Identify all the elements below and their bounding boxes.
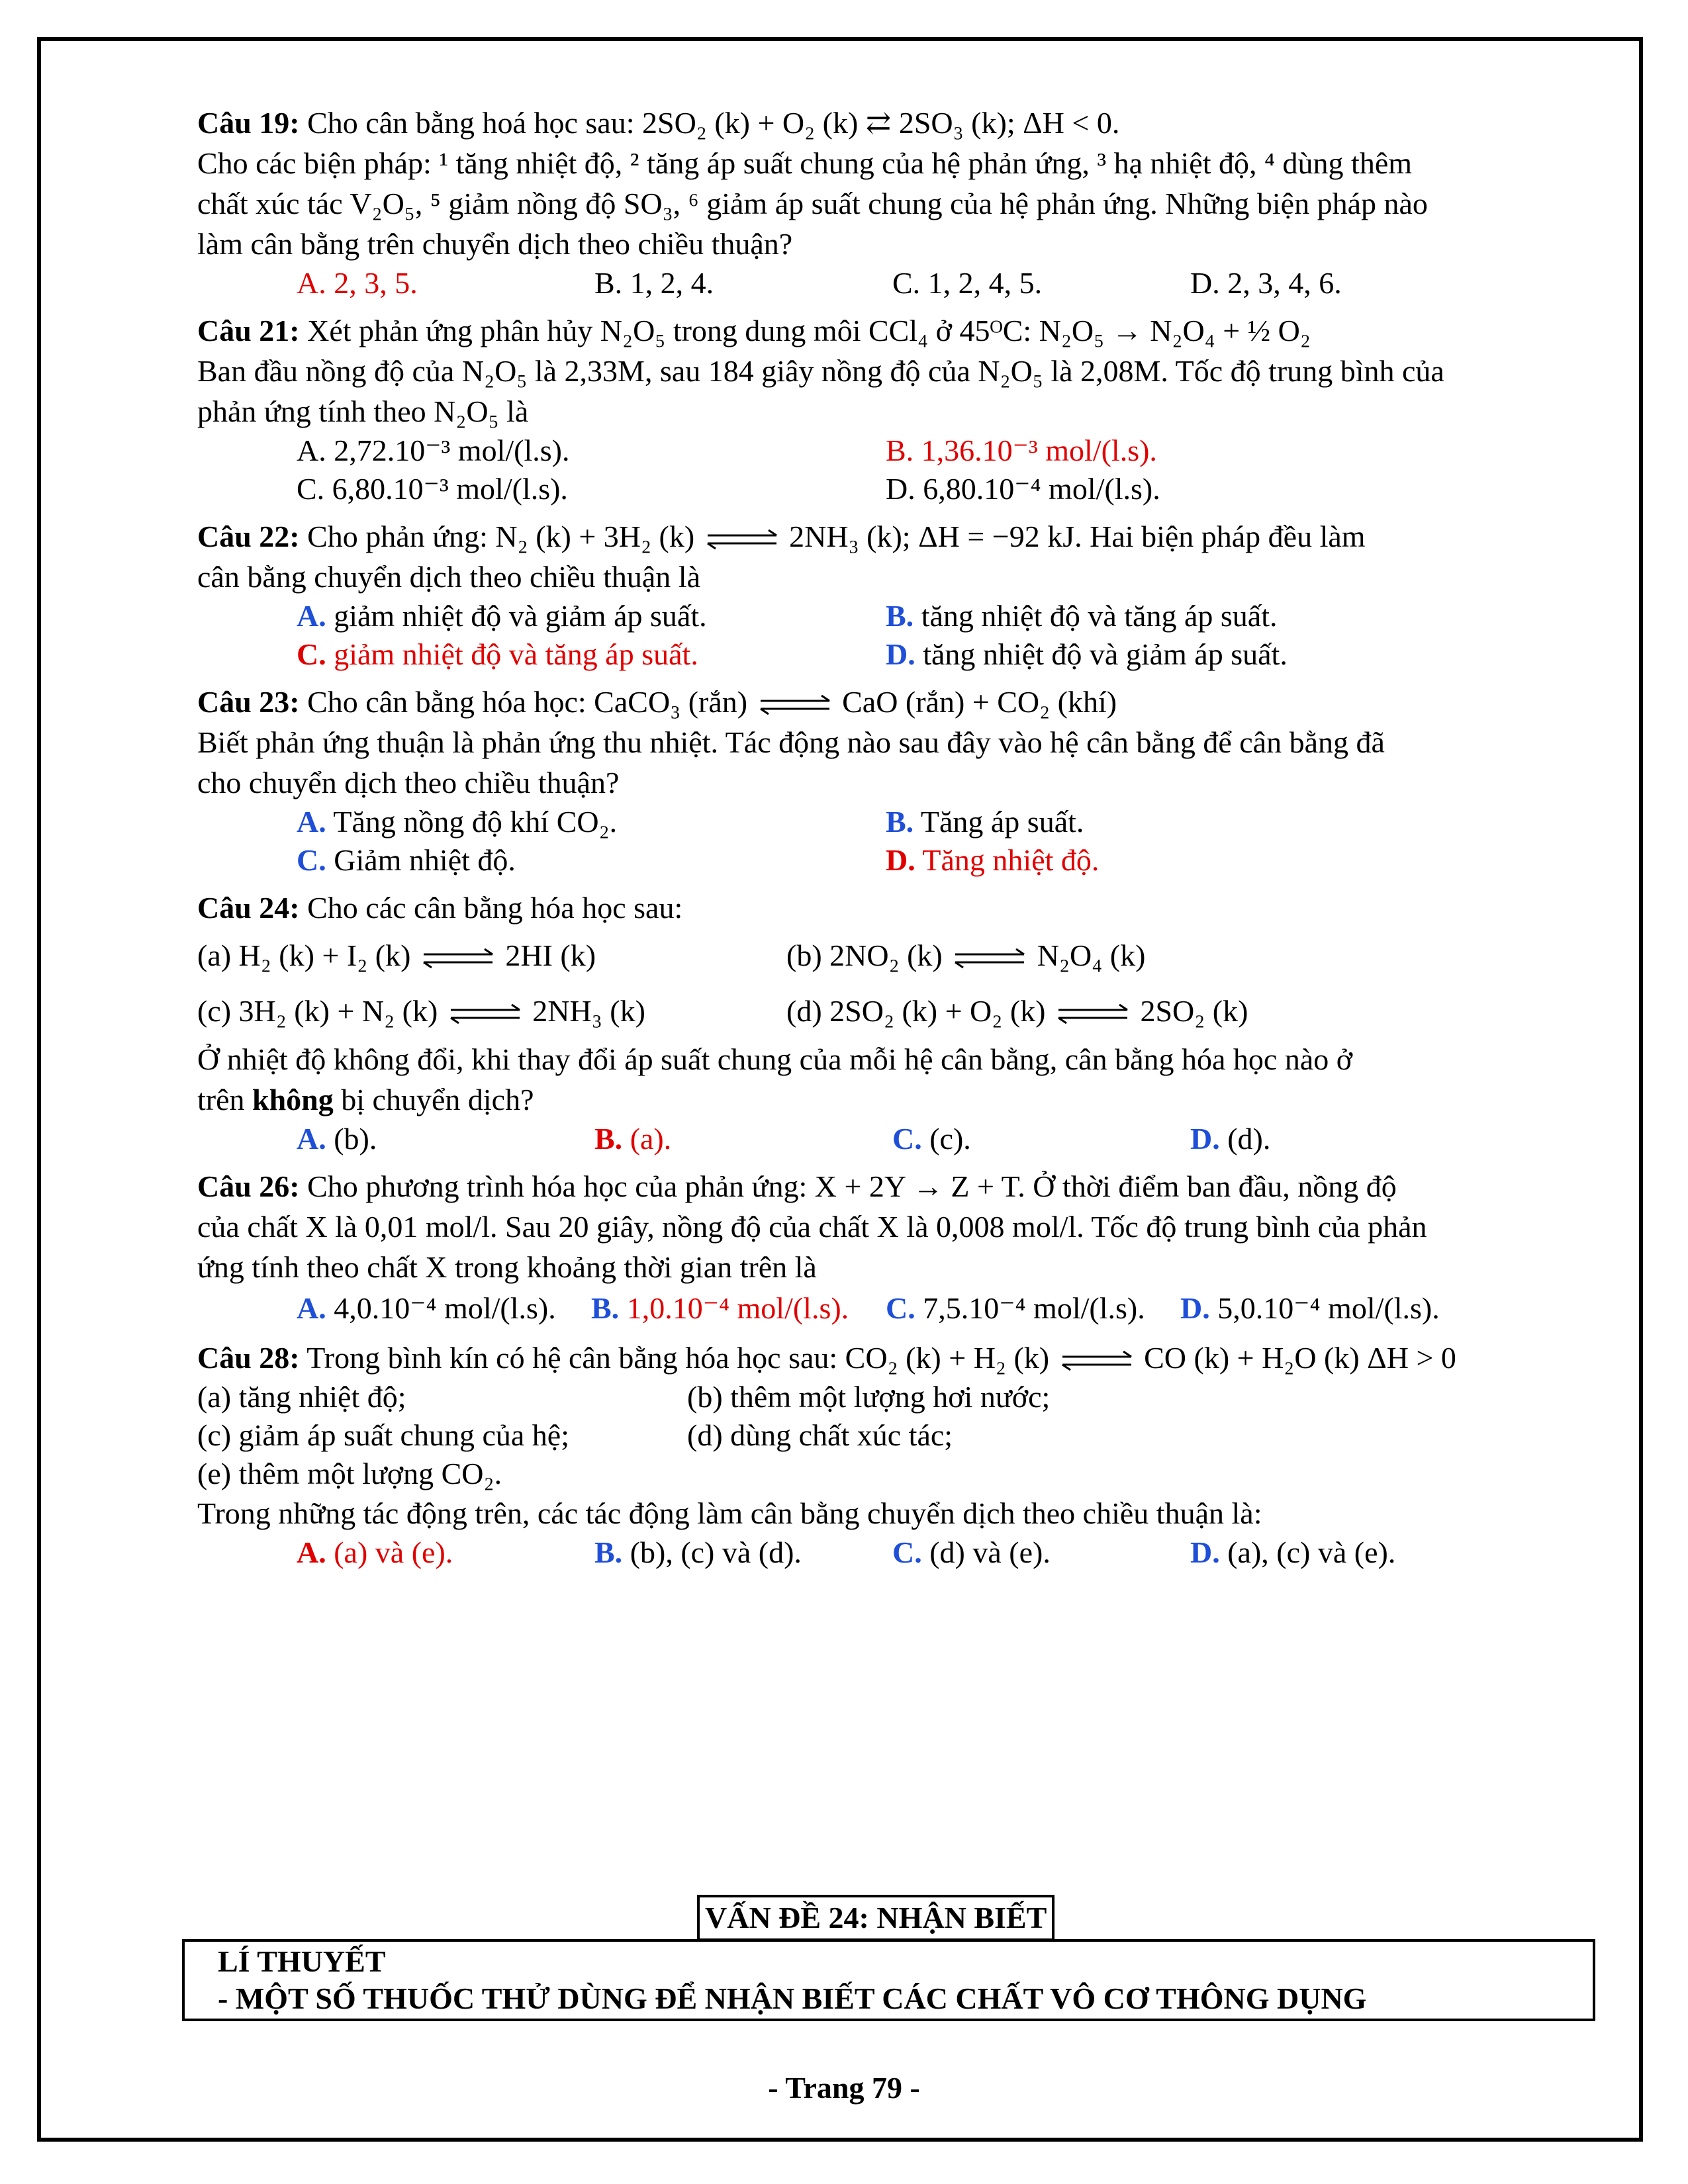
option-a: A. 2,72.10⁻³ mol/(l.s). xyxy=(297,433,570,467)
option-b-correct: (a). xyxy=(622,1122,672,1156)
question-text: chất xúc tác V₂O₅, ⁵ giảm nồng độ SO₃, ⁶ giảm áp suất chung của hệ phản ứng. Những biện pháp nào xyxy=(197,187,1428,220)
question-text: Cho phương trình hóa học của phản ứng: X + 2Y → Z + T. Ở thời điểm ban đầu, nồng độ xyxy=(299,1169,1397,1203)
question-text: CaO (rắn) + CO₂ (khí) xyxy=(842,685,1117,719)
question-text: Cho cân bằng hóa học: CaCO₃ (rắn) xyxy=(299,685,748,719)
option-a: (b). xyxy=(326,1122,377,1156)
question-text: làm cân bằng trên chuyển dịch theo chiều thuận? xyxy=(197,227,793,261)
emphasis-text: không xyxy=(252,1083,334,1116)
option-d: (d). xyxy=(1219,1122,1271,1156)
question-text: trên xyxy=(197,1083,253,1116)
list-item: (b) thêm một lượng hơi nước; xyxy=(687,1380,1051,1414)
option-a: 4,0.10⁻⁴ mol/(l.s). xyxy=(326,1291,556,1325)
question-23 xyxy=(197,682,1561,880)
equation-a-left: (a) H₂ (k) + I₂ (k) xyxy=(197,938,411,972)
question-text: Cho phản ứng: N₂ (k) + 3H₂ (k) xyxy=(299,520,695,553)
option-letter: A. xyxy=(297,1535,326,1569)
theory-subtitle: - MỘT SỐ THUỐC THỬ DÙNG ĐỂ NHẬN BIẾT CÁC CHẤT VÔ CƠ THÔNG DỤNG xyxy=(218,1981,1367,2015)
option-c: C. 1, 2, 4, 5. xyxy=(892,266,1043,300)
option-letter: A. xyxy=(297,1122,326,1156)
question-text: Trong những tác động trên, các tác động làm cân bằng chuyển dịch theo chiều thuận là: xyxy=(197,1496,1262,1530)
question-19 xyxy=(197,103,1561,302)
theory-title: LÍ THUYẾT xyxy=(218,1944,386,1978)
question-label: Câu 23: xyxy=(197,685,300,719)
question-text: Cho cân bằng hoá học sau: 2SO₂ (k) + O₂ (k) ⇄ 2SO₃ (k); ΔH < 0. xyxy=(299,106,1120,140)
equilibrium-arrow-icon xyxy=(418,947,498,970)
equilibrium-arrow-icon xyxy=(702,528,782,551)
question-text: Cho các cân bằng hóa học sau: xyxy=(299,891,683,925)
option-d-correct: Tăng nhiệt độ. xyxy=(915,843,1100,877)
equation-d-right: 2SO₂ (k) xyxy=(1140,994,1248,1028)
option-letter: B. xyxy=(594,1122,623,1156)
question-text: của chất X là 0,01 mol/l. Sau 20 giây, nồng độ của chất X là 0,008 mol/l. Tốc độ trung bình của phản xyxy=(197,1210,1427,1244)
question-text: Ở nhiệt độ không đổi, khi thay đổi áp suất chung của mỗi hệ cân bằng, cân bằng hóa học nào ở xyxy=(197,1042,1353,1076)
equilibrium-arrow-icon xyxy=(1053,1003,1133,1025)
question-label: Câu 26: xyxy=(197,1169,300,1203)
equation-c-left: (c) 3H₂ (k) + N₂ (k) xyxy=(197,994,438,1028)
question-label: Câu 19: xyxy=(197,106,300,140)
option-d: (a), (c) và (e). xyxy=(1219,1535,1396,1569)
question-text: Trong bình kín có hệ cân bằng hóa học sau: CO₂ (k) + H₂ (k) xyxy=(299,1341,1050,1375)
option-letter: D. xyxy=(886,843,915,877)
option-d: D. 6,80.10⁻⁴ mol/(l.s). xyxy=(886,472,1160,506)
question-text: 2NH₃ (k); ΔH = −92 kJ. Hai biện pháp đều làm xyxy=(789,520,1366,553)
question-text: ứng tính theo chất X trong khoảng thời gian trên là xyxy=(197,1250,817,1284)
question-28 xyxy=(197,1338,1561,1572)
option-letter: A. xyxy=(297,599,326,633)
question-label: Câu 22: xyxy=(197,520,300,553)
question-text: Xét phản ứng phân hủy N₂O₅ trong dung môi CCl₄ ở 45ᴼC: N₂O₅ → N₂O₄ + ½ O₂ xyxy=(299,314,1311,347)
option-letter: D. xyxy=(886,637,915,671)
theory-box xyxy=(182,1939,1595,2021)
question-text: Biết phản ứng thuận là phản ứng thu nhiệt. Tác động nào sau đây vào hệ cân bằng để cân bằng đã xyxy=(197,725,1385,759)
option-b: B. 1, 2, 4. xyxy=(594,266,714,300)
equation-a-right: 2HI (k) xyxy=(505,938,596,972)
question-text: Ban đầu nồng độ của N₂O₅ là 2,33M, sau 184 giây nồng độ của N₂O₅ là 2,08M. Tốc độ trung bình của xyxy=(197,354,1444,388)
list-item: (a) tăng nhiệt độ; xyxy=(197,1380,406,1414)
option-letter: C. xyxy=(892,1535,922,1569)
question-text: bị chuyển dịch? xyxy=(333,1083,534,1116)
question-label: Câu 28: xyxy=(197,1341,300,1375)
option-b: Tăng áp suất. xyxy=(914,805,1084,839)
option-letter: B. xyxy=(594,1535,623,1569)
option-letter: D. xyxy=(1190,1535,1220,1569)
option-c: (d) và (e). xyxy=(921,1535,1051,1569)
question-21 xyxy=(197,310,1561,508)
question-26 xyxy=(197,1166,1561,1330)
option-letter: C. xyxy=(892,1122,922,1156)
question-text: phản ứng tính theo N₂O₅ là xyxy=(197,394,529,428)
option-c: Giảm nhiệt độ. xyxy=(326,843,516,877)
option-d: 5,0.10⁻⁴ mol/(l.s). xyxy=(1209,1291,1440,1325)
option-c: 7,5.10⁻⁴ mol/(l.s). xyxy=(915,1291,1145,1325)
option-a-correct: A. 2, 3, 5. xyxy=(297,266,418,300)
option-c: C. 6,80.10⁻³ mol/(l.s). xyxy=(297,472,568,506)
question-text: CO (k) + H₂O (k) ΔH > 0 xyxy=(1144,1341,1456,1375)
option-a-correct: (a) và (e). xyxy=(326,1535,453,1569)
action-list xyxy=(197,1378,1561,1493)
option-d: D. 2, 3, 4, 6. xyxy=(1190,266,1342,300)
question-24 xyxy=(197,887,1561,1158)
option-letter: A. xyxy=(297,805,326,839)
equation-b-left: (b) 2NO₂ (k) xyxy=(786,938,943,972)
question-text: cân bằng chuyển dịch theo chiều thuận là xyxy=(197,560,700,594)
equilibrium-arrow-icon xyxy=(445,1003,525,1025)
equilibria-list xyxy=(197,928,1561,1039)
page-number: - Trang 79 - xyxy=(768,2071,920,2105)
equation-d-left: (d) 2SO₂ (k) + O₂ (k) xyxy=(786,994,1046,1028)
list-item: (c) giảm áp suất chung của hệ; xyxy=(197,1418,569,1452)
option-letter: A. xyxy=(297,1291,326,1325)
option-letter: D. xyxy=(1190,1122,1220,1156)
option-b: tăng nhiệt độ và tăng áp suất. xyxy=(914,599,1278,633)
option-a: giảm nhiệt độ và giảm áp suất. xyxy=(326,599,707,633)
option-d: tăng nhiệt độ và giảm áp suất. xyxy=(915,637,1288,671)
list-item: (e) thêm một lượng CO₂. xyxy=(197,1457,502,1490)
equilibrium-arrow-icon xyxy=(755,694,835,716)
question-text: cho chuyển dịch theo chiều thuận? xyxy=(197,766,620,799)
option-b-correct: B. 1,36.10⁻³ mol/(l.s). xyxy=(886,433,1157,467)
equilibrium-arrow-icon xyxy=(950,947,1029,970)
option-letter: D. xyxy=(1180,1291,1210,1325)
equation-b-right: N₂O₄ (k) xyxy=(1037,938,1146,972)
document-content xyxy=(197,103,1561,1580)
option-c: (c). xyxy=(921,1122,971,1156)
option-letter: B. xyxy=(591,1291,620,1325)
option-c-correct: giảm nhiệt độ và tăng áp suất. xyxy=(326,637,698,671)
option-b-correct: 1,0.10⁻⁴ mol/(l.s). xyxy=(619,1291,849,1325)
question-text: Cho các biện pháp: ¹ tăng nhiệt độ, ² tăng áp suất chung của hệ phản ứng, ³ hạ nhiệt độ, ⁴ dùng thêm xyxy=(197,146,1413,180)
question-label: Câu 24: xyxy=(197,891,300,925)
list-item: (d) dùng chất xúc tác; xyxy=(687,1418,953,1452)
option-letter: C. xyxy=(297,637,326,671)
question-22 xyxy=(197,516,1561,674)
option-letter: C. xyxy=(886,1291,915,1325)
equilibrium-arrow-icon xyxy=(1057,1349,1137,1372)
option-letter: B. xyxy=(886,599,914,633)
question-label: Câu 21: xyxy=(197,314,300,347)
equation-c-right: 2NH₃ (k) xyxy=(532,994,645,1028)
option-b: (b), (c) và (d). xyxy=(622,1535,802,1569)
section-heading: VẤN ĐỀ 24: NHẬN BIẾT xyxy=(697,1895,1055,1941)
option-a: Tăng nồng độ khí CO₂. xyxy=(326,805,618,839)
option-letter: B. xyxy=(886,805,914,839)
option-letter: C. xyxy=(297,843,326,877)
